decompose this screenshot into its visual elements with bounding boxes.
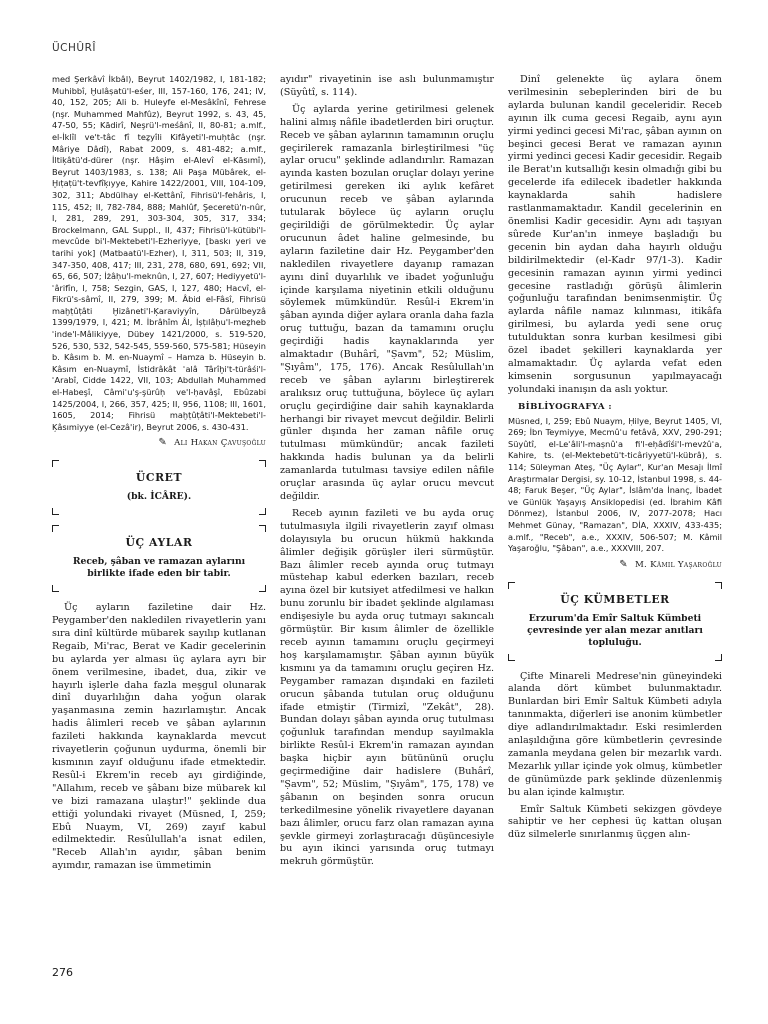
column-left	[52, 74, 266, 877]
body-paragraph: ayıdır" rivayetinin ise aslı bulunmamıştır (Süyûtî, s. 114).	[280, 74, 494, 98]
bibliography-text: med Şerkâvî İkbâl), Beyrut 1402/1982, I, 181-182; Muhibbî, Ḫulâṣatü'l-eśer, III, 157-160, 176, 241; IV, 40, 152, 205; Ali b. Huleyfe el-Mesâkînî, Fehrese (nşr. Muhammed Mahfûz), Beyrut 1992, s. 43, 45, 47-50, 55; Kādirî, Neşrü'l-meśânî, II, 80-81; a.mlf., el-İklîl ve't-tâc fî teẕyîli Kifâyeti'l-muḥtâc (nşr. Mâriye Dâdî), Rabat 2009, s. 481-482; a.mlf., İltiķâtü'd-dürer (nşr. Hâşim el-Alevî el-Kāsımî), Beyrut 1403/1983, s. 138; Ali Paşa Mübârek, el-Ḫıṭaṭü't-tevfîķıyye, Kahire 1422/2001, VIII, 104-109, 302, 311; Abdülhay el-Kettânî, Fihrisü'l-fehâris, I, 115, 452; II, 782-784, 888; Mahlûf, Şeceretü'n-nûr, I, 281, 289, 291, 303-304, 305, 317, 334; Brockelmann, GAL Suppl., II, 437; Fihrisü'l-kütübi'l-mevcûde bi'l-Mektebeti'l-Ezheriyye, [baskı yeri ve tarihi yok] (Matbaatü'l-Ezher), I, 311, 503; II, 319, 347-350, 408, 417; III, 231, 278, 680, 691, 692; VII, 65, 66, 507; İżâḥu'l-meknûn, I, 27, 607; Hediyyetü'l-ʿârifîn, I, 758; Sezgin, GAS, I, 127, 480; Hacvî, el-Fikrü's-sâmî, II, 279, 399; M. Âbid el-Fâsî, Fihrisü maḫṭûṭâti Ḫizâneti'l-Ķaraviyyîn, Dârülbeyzâ 1399/1979, I, 421; M. İbrâhîm Âl, İṣṭılâḥu'l-meẕheb ʿinde'l-Mâlikiyye, Dübey 1421/2000, s. 519-520, 526, 530, 532, 542-545, 559-560, 575-581; Hüseyin b. Kâsım b. M. en-Nuaymî – Hamza b. Hüseyin b. Kâsım en-Nuaymî, İstidrâkât ʿalâ Târîḫi't-türâśi'l-ʿArabî, Cidde 1422, VII, 103; Abdullah Muhammed el-Habeşî, Câmiʿu'ş-şürûḥ ve'l-ḥavâşî, Ebûzabi 1425/2004, I, 266, 357, 425; II, 956, 1108; III, 1601, 1605, 2014; Fihrisü maḫṭûṭâti'l-Mektebeti'l-Ķâsımiyye (el-Cezâ'ir), Beyrut 2006, s. 430-431.	[52, 74, 266, 432]
entry-title: ÜÇ KÜMBETLER	[560, 592, 670, 606]
body-paragraph: Çifte Minareli Medrese'nin güneyindeki alanda dört kümbet bulunmaktadır. Bunlardan biri Emîr Saltuk Kümbeti adıyla tanınmakta, diğerleri ise anonim kümbetler diye adlandırılmaktadır. Eski resimlerden anlaşıldığına göre kümbetlerin çevresinde zamanla meydana gelen bir mezarlık vardı. Mezarlık yıllar içinde yok olmuş, kümbetler de günümüzde park şeklinde düzenlenmiş bu alan içinde kalmıştır.	[508, 670, 722, 798]
entry-heading-uc-aylar	[52, 525, 266, 592]
bibliography-heading: BİBLİYOGRAFYA :	[518, 401, 612, 412]
body-paragraph: Üç aylarda yerine getirilmesi gelenek halini almış nâfile ibadetlerden biri oruçtur. Receb ve şâban aylarının tamamının oruçlu geçirilerek ramazanla birleştirilmesi "üç aylar orucu" şeklinde adlandırılır. Ramazan ayında kasten bozulan oruçlar dolayı yerine getirilmesi gereken iki aylık kefâret orucunun receb ve şâban aylarında tutularak böylece üç ayların oruçlu geçirildiği de görülmektedir. Üç aylar orucunun âdet haline gelmesinde, bu ayların faziletine dair Hz. Peygamber'den nakledilen rivayetlere dayanıp ramazan ayını dinî duyarlılık ve ibadet yoğunluğu içinde karşılama niyetinin etkili olduğunu söylemek mümkündür. Resûl-i Ekrem'in şâban ayında diğer aylara oranla daha fazla oruç tuttuğu, bazan da tamamını oruçlu geçirdiği hadis kaynaklarında yer almaktadır (Buhârî, "Ṣavm", 52; Müslim, "Ṣıyâm", 175, 176). Ancak Resûlullah'ın receb ve şâban aylarını birleştirerek aralıksız oruç tuttuğuna, böylece üç ayları oruçlu geçirdiğine dair sahih kaynaklarda herhangi bir rivayet mevcut değildir. Belirli günler dışında her zaman nâfile oruç tutulması mümkündür; ancak fazileti hakkında hadis bulunan ya da belirli zamanlarda tutulması tavsiye edilen nâfile oruçlar arasında üç aylar orucu mevcut değildir.	[280, 103, 494, 502]
author-signature	[52, 437, 266, 450]
column-right	[508, 74, 722, 846]
author-name: Ali Hakan Çavuşoğlu	[174, 438, 266, 449]
body-paragraph: Dinî gelenekte üç aylara önem verilmesinin sebeplerinden biri de bu aylarda bulunan kandil geceleridir. Receb ayının ilk cuma gecesi Regaib, aynı ayın yirmi yedinci gecesi Mi'rac, şâban ayının on beşinci gecesi Berat ve ramazan ayının yirmi yedinci gecesi Kadir gecesidir. Regaib ile Berat'ın kutsallığı kesin olmadığı gibi bu gecelerde ifa edilecek ibadetler hakkında kaynaklarda sahih hadislere rastlanmamaktadır. Kandil gecelerinin en önemlisi Kadir gecesidir. Aynı adı taşıyan sûrede Kur'an'ın inmeye başladığı bu gecenin bin aydan daha hayırlı olduğu bildirilmektedir (el-Kadr 97/1-3). Kadir gecesinin ramazan ayının yirmi yedinci gecesine rastladığı görüşü âlimlerin çoğunluğu tarafından benimsenmiştir. Üç aylarda nâfile namaz kılınması, itikâfa girilmesi, bu aylarda yedi sene oruç tutulduktan sonra kurban kesilmesi gibi özel ibadet şekilleri kaynaklarda yer almamaktadır. Üç aylarda vefat eden kimsenin sorgusunun yapılmayacağı yolundaki inanışın da aslı yoktur.	[508, 74, 722, 395]
entry-subtitle: Receb, şâban ve ramazan aylarını birlikte ifade eden bir tabir.	[72, 556, 246, 580]
entry-reference: (bk. İCÂRE).	[126, 491, 192, 503]
entry-heading-uc-kumbetler	[508, 582, 722, 661]
body-paragraph: Üç ayların faziletine dair Hz. Peygamber'den nakledilen rivayetlerin yanı sıra dinî kültürde mübarek sayılıp kutlanan Regaib, Mi'rac, Berat ve Kadir gecelerinin bu aylarda yer alması üç aylara ayrı bir önem verilmesine, ibadet, dua, zikir ve hayırlı işlerle daha fazla meşgul olunarak dinî duyarlılığın daha yoğun olarak yaşanmasına zemin hazırlamıştır. Ancak hadis âlimleri receb ve şâban aylarının fazileti hakkında kaynaklarda mevcut rivayetlerin çoğunun uydurma, önemli bir kısmının zayıf olduğunu ifade etmektedir. Resûl-i Ekrem'in receb ayı girdiğinde, "Allahım, receb ve şâbanı bize mübarek kıl ve bizi ramazana ulaştır!" şeklinde dua ettiği yolundaki rivayet (Müsned, I, 259; Ebû Nuaym, VI, 269) zayıf kabul edilmektedir. Resûlullah'a isnat edilen, "Receb Allah'ın ayıdır, şâban benim ayımdır, ramazan ise ümmetimin	[52, 602, 266, 872]
pen-icon: ✎	[619, 558, 628, 570]
pen-icon: ✎	[158, 437, 168, 449]
page-number: 276	[52, 966, 73, 979]
running-head: ÜCHÛRÎ	[52, 42, 96, 54]
body-paragraph: Emîr Saltuk Kümbeti sekizgen gövdeye sahiptir ve her cephesi üç kattan oluşan düz silmelerle sınırlanmış üçgen alın-	[508, 803, 722, 841]
entry-title: ÜCRET	[135, 471, 183, 485]
entry-subtitle: Erzurum'da Emîr Saltuk Kümbeti çevresinde yer alan mezar anıtları topluluğu.	[527, 612, 703, 648]
body-paragraph: Receb ayının fazileti ve bu ayda oruç tutulmasıyla ilgili rivayetlerin zayıf olması dolayısıyla bu orucun hükmü hakkında âlimler değişik görüşler ileri sürmüştür. Bazı âlimler receb ayında oruç tutmayı müstehap kabul ederken bazıları, receb ayına özel bir kutsiyet atfedilmesi ve halkın bunu zorunlu bir ibadet şeklinde algılaması endişesiyle bu ayda oruç tutmayı sakıncalı görmüştür. Bir kısım âlimler de özellikle receb ayının tamamını oruçlu geçirmeyi hoş karşılamamıştır. Şâban ayının büyük kısmını ya da tamamını oruçlu geçiren Hz. Peygamber ramazan dışındaki en fazileti orucun şâbanda tutulan oruç olduğunu ifade etmiştir (Tirmizî, "Zekât", 28). Bundan dolayı şâban ayında oruç tutulması çoğunluk tarafından mendup sayılmakla birlikte Resûl-i Ekrem'in ramazan ayından başka hiçbir ayın bütününü oruçlu geçirmediğine dair hadislere (Buhârî, "Ṣavm", 52; Müslim, "Ṣıyâm", 175, 178) ve şâbanın on beşinden sonra orucun terkedilmesine yönelik rivayetlere dayanan bazı âlimler, orucu farz olan ramazan ayına şevkle girmeyi zorlaştıracağı düşüncesiyle bu ayın ikinci yarısında oruç tutmayı mekruh görmüştür.	[280, 507, 494, 868]
author-name: M. Kâmil Yaşaroğlu	[634, 559, 722, 570]
author-signature	[508, 559, 722, 572]
column-middle	[280, 74, 494, 873]
bibliography-text: Müsned, I, 259; Ebû Nuaym, Ḥilye, Beyrut 1405, VI, 269; İbn Teymiyye, Mecmûʿu fetâvâ, XXV, 290-291; Süyûtî, el-Leʾâli'l-maṣnûʿa fi'l-eḥâdîśi'l-mevżûʿa, Kahire, ts. (el-Mektebetü't-ticâriyyetü'l-kübrâ), s. 114; Süleyman Ateş, "Üç Aylar", Kur'an Mesajı İlmî Araştırmalar Dergisi, sy. 10-12, İstanbul 1998, s. 44-48; Faruk Beşer, "Üç Aylar", İslâm'da İnanç, İbadet ve Günlük Yaşayış Ansiklopedisi (ed. İbrahim Kâfi Dönmez), İstanbul 2006, IV, 2077-2078; Hacı Mehmet Günay, "Ramazan", DİA, XXXIV, 433-435; a.mlf., "Receb", a.e., XXXIV, 506-507; M. Kâmil Yaşaroğlu, "Şâban", a.e., XXXVIII, 207.	[508, 415, 722, 554]
entry-title: ÜÇ AYLAR	[125, 536, 193, 550]
entry-heading-ucret	[52, 460, 266, 515]
